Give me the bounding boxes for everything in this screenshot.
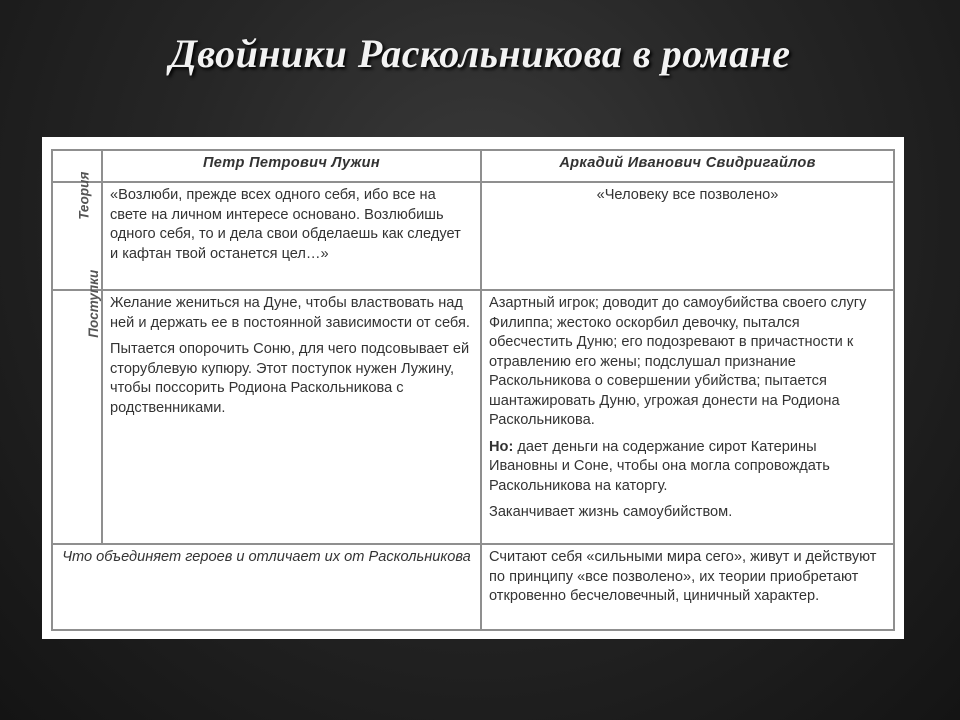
- actions-label: Поступки: [86, 269, 102, 338]
- svidrigailov-action-1: Азартный игрок; доводит до самоубийства своего слугу Филиппа; жестоко оскорбил девочку, пытался обесчестить Дуню; его подозревают в причастности к отравлению его жены; подслушал признание Раскольникова о совершении убийства; пытается шантажировать Дуню, угрожая донести на Родиона Раскольникова.: [489, 295, 867, 428]
- but-label: Но:: [489, 438, 514, 455]
- actions-row: [53, 291, 893, 543]
- svidrigailov-actions: [482, 291, 893, 543]
- header-luzhin: Петр Петрович Лужин: [103, 151, 480, 181]
- actions-label-cell: [53, 269, 102, 543]
- luzhin-theory: «Возлюби, прежде всех одного себя, ибо все на свете на личном интересе основано. Возлюбишь одного себя, то и дела свои обделаешь как следует и кафтан твой останется цел…»: [103, 183, 480, 289]
- header-row: [53, 151, 893, 181]
- theory-row: [53, 183, 893, 289]
- summary-label: Что объединяет героев и отличает их от Раскольникова: [53, 545, 480, 629]
- luzhin-action-2: Пытается опорочить Соню, для чего подсовывает ей сторублевую купюру. Этот поступок нужен Лужину, чтобы поссорить Родиона Раскольникова с родственниками.: [110, 341, 470, 416]
- summary-text: Считают себя «сильными мира сего», живут и действуют по принципу «все позволено», их теории приобретают откровенно бесчеловечный, циничный характер.: [482, 545, 893, 629]
- svidrigailov-action-2-text: дает деньги на содержание сирот Катерины Ивановны и Соне, чтобы она могла сопровождать Раскольникова на каторгу.: [489, 438, 830, 494]
- svidrigailov-action-2: [489, 438, 886, 497]
- comparison-table: [51, 149, 895, 631]
- svidrigailov-action-3: Заканчивает жизнь самоубийством.: [489, 504, 733, 520]
- svidrigailov-theory: «Человеку все позволено»: [482, 183, 893, 289]
- theory-label: Теория: [76, 171, 92, 220]
- slide-title: Двойники Раскольникова в романе: [169, 31, 791, 76]
- luzhin-action-1: Желание жениться на Дуне, чтобы властвовать над ней и держать ее в постоянной зависимости от себя.: [110, 295, 470, 331]
- luzhin-actions: [103, 291, 480, 543]
- table-image: [42, 137, 904, 639]
- header-svidrigailov: Аркадий Иванович Свидригайлов: [482, 151, 893, 181]
- summary-row: [53, 545, 893, 629]
